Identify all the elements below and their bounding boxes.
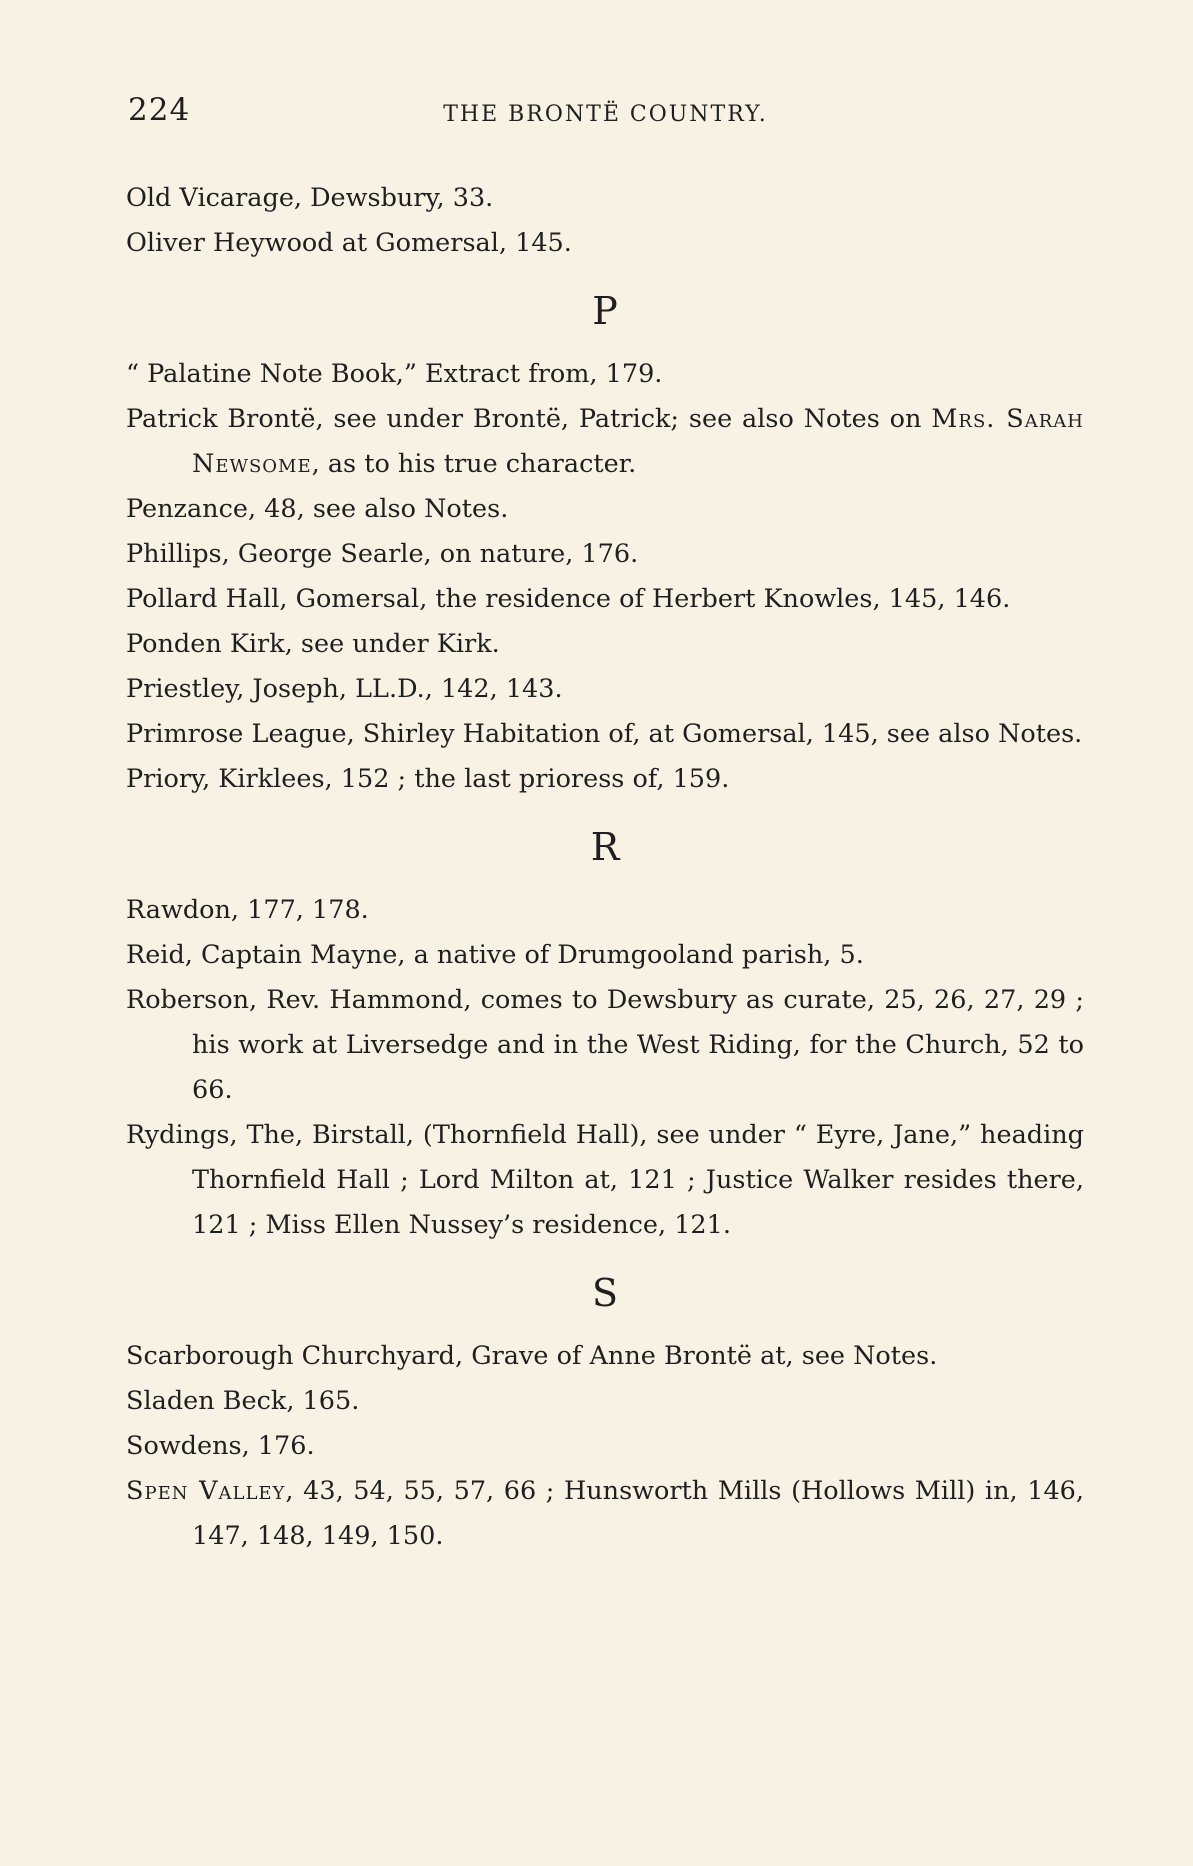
index-entry xyxy=(126,1469,1084,1559)
page-number: 224 xyxy=(128,92,191,128)
section-letter-r: R xyxy=(590,825,620,869)
index-entry: Priory, Kirklees, 152 ; the last prioress of, 159. xyxy=(126,764,730,794)
entry-text: , as to his true character. xyxy=(311,449,637,479)
index-entry: Reid, Captain Mayne, a native of Drumgooland parish, 5. xyxy=(126,940,864,970)
index-entry: “ Palatine Note Book,” Extract from, 179. xyxy=(126,359,663,389)
index-entry: Rawdon, 177, 178. xyxy=(126,895,369,925)
running-title: THE BRONTË COUNTRY. xyxy=(443,102,768,127)
index-entry: Penzance, 48, see also Notes. xyxy=(126,494,509,524)
entry-text: Patrick Brontë, see under Brontë, Patrick; see also Notes on xyxy=(126,404,932,434)
index-entry: Primrose League, Shirley Habitation of, at Gomersal, 145, see also Notes. xyxy=(126,719,1083,749)
index-entry: Ponden Kirk, see under Kirk. xyxy=(126,629,500,659)
index-entry: Sowdens, 176. xyxy=(126,1431,315,1461)
index-body xyxy=(126,176,1084,1559)
entry-text: , 43, 54, 55, 57, 66 ; Hunsworth Mills (Hollows Mill) in, 146, 147, 148, 149, 150. xyxy=(192,1476,1084,1551)
entry-small-caps: Spen Valley xyxy=(126,1476,286,1506)
index-entry: Roberson, Rev. Hammond, comes to Dewsbury as curate, 25, 26, 27, 29 ; his work at Liversedge and in the West Riding, for the Church, 52 to 66. xyxy=(126,985,1084,1105)
section-letter-p: P xyxy=(592,289,618,333)
section-letter-s: S xyxy=(591,1271,619,1315)
index-entry: Old Vicarage, Dewsbury, 33. xyxy=(126,183,494,213)
index-entry: Phillips, George Searle, on nature, 176. xyxy=(126,539,639,569)
running-head xyxy=(128,92,1083,136)
index-entry: Oliver Heywood at Gomersal, 145. xyxy=(126,228,572,258)
index-entry xyxy=(126,397,1084,487)
index-entry: Scarborough Churchyard, Grave of Anne Brontë at, see Notes. xyxy=(126,1341,938,1371)
index-entry: Priestley, Joseph, LL.D., 142, 143. xyxy=(126,674,563,704)
index-entry: Sladen Beck, 165. xyxy=(126,1386,360,1416)
entry-small-caps: Mrs. Sarah Newsome xyxy=(192,404,1084,479)
index-entry: Rydings, The, Birstall, (Thornfield Hall), see under “ Eyre, Jane,” heading Thornfield Hall ; Lord Milton at, 121 ; Justice Walker resides there, 121 ; Miss Ellen Nussey’s residence, 121. xyxy=(126,1120,1084,1240)
index-entry: Pollard Hall, Gomersal, the residence of Herbert Knowles, 145, 146. xyxy=(126,584,1011,614)
